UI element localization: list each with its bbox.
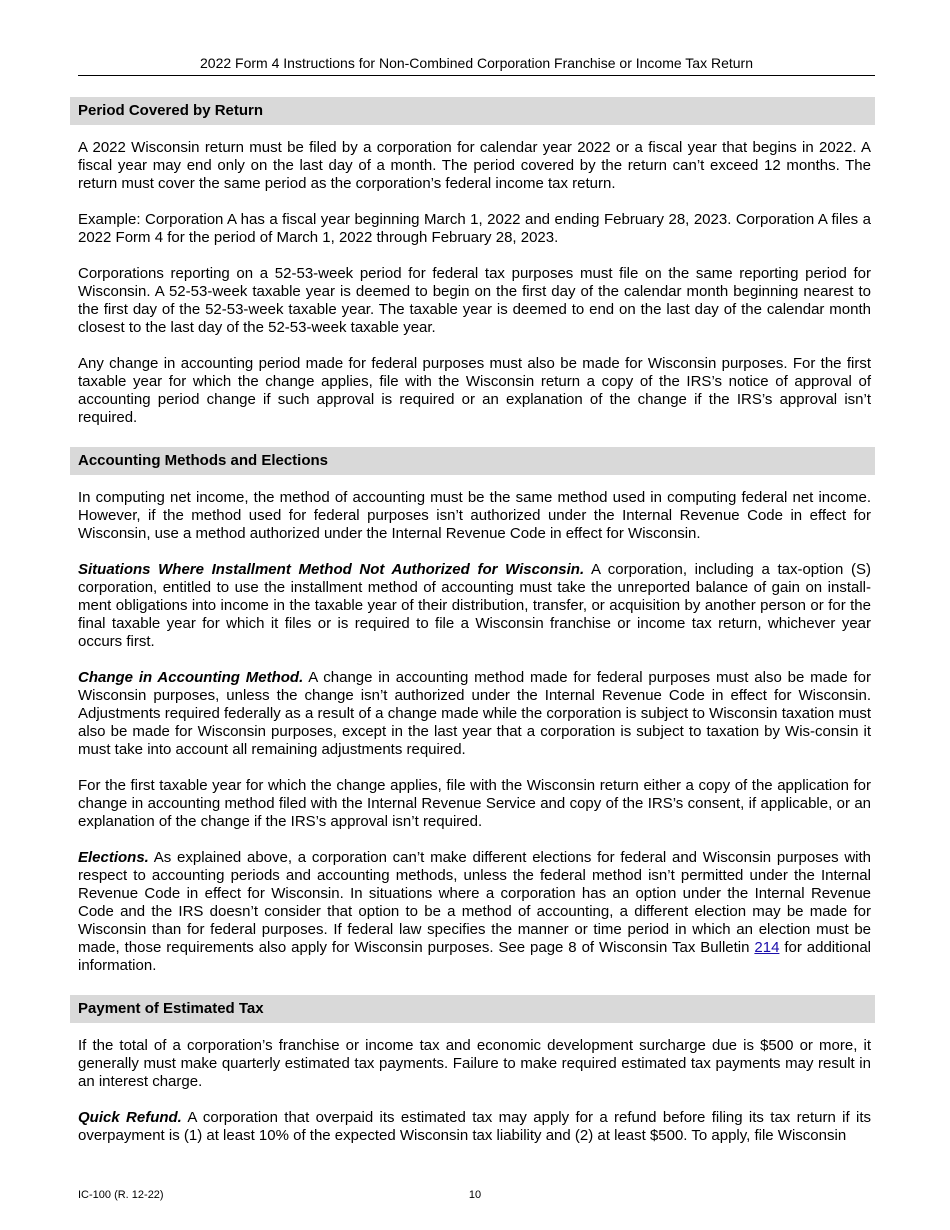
paragraph: [70, 849, 875, 975]
page-number: 10: [468, 1189, 482, 1201]
paragraph-lead: Elections.: [78, 849, 149, 866]
paragraph: [70, 561, 875, 651]
paragraph-text: As explained above, a corporation can’t make different elections for federal and Wisconsin purposes with respect to accounting periods and accounting methods, unless the federal method isn’t permitted under the Internal Revenue Code in effect for Wisconsin. In situations where a corporation has an option under the Internal Revenue Code and the IRS doesn’t consider that option to be a method of accounting, a different election may be made for Wisconsin than for federal purposes. If federal law specifies the manner or time period in which an election must be made, those requirements also apply for Wisconsin purposes. See page 8 of Wisconsin Tax Bulletin: [78, 849, 871, 956]
paragraph-lead: Change in Accounting Method.: [78, 669, 304, 686]
section-heading-period: Period Covered by Return: [70, 97, 875, 125]
paragraph: If the total of a corporation’s franchise or income tax and economic development surcharge due is $500 or more, it generally must make quarterly estimated tax payments. Failure to make required estimated tax payments may result in an interest charge.: [78, 1037, 871, 1090]
section-heading-accounting: Accounting Methods and Elections: [70, 447, 875, 475]
paragraph: In computing net income, the method of accounting must be the same method used in computing federal net income. However, if the method used for federal purposes isn’t authorized under the Internal Revenue Code in effect for Wisconsin, use a method authorized under the Internal Revenue Code in effect for Wisconsin.: [78, 489, 871, 542]
paragraph-lead: Quick Refund.: [78, 1109, 182, 1126]
paragraph: A 2022 Wisconsin return must be filed by a corporation for calendar year 2022 or a fiscal year that begins in 2022. A fiscal year may end only on the last day of a month. The period covered by the return can’t exceed 12 months. The return must cover the same period as the corporation’s federal income tax return.: [78, 139, 871, 192]
paragraph-text: A change in accounting method made for federal purposes must also be made for Wisconsin purposes, unless the change isn’t authorized under the Internal Revenue Code in effect for Wisconsin. Adjustments required federally as a result of a change made while the corporation is subject to Wisconsin taxation must also be made for Wisconsin purposes, except in the last year that a corporation is subject to taxation by Wis-consin it must take into account all remaining adjustments required.: [78, 669, 871, 758]
paragraph: Any change in accounting period made for federal purposes must also be made for Wisconsin purposes. For the first taxable year for which the change applies, file with the Wisconsin return a copy of the IRS’s notice of approval of accounting period change if such approval is required or an explanation of the change if the IRS’s approval isn’t required.: [78, 355, 871, 426]
paragraph: Corporations reporting on a 52-53-week period for federal tax purposes must file on the same reporting period for Wisconsin. A 52-53-week taxable year is deemed to begin on the first day of the calendar month beginning nearest to the first day of the 52-53-week taxable year. The taxable year is deemed to end on the last day of the calendar month closest to the last day of the 52-53-week taxable year.: [78, 265, 871, 336]
paragraph: Example: Corporation A has a fiscal year beginning March 1, 2022 and ending February 28, 2023. Corporation A files a 2022 Form 4 for the period of March 1, 2022 through February 28, 2023.: [78, 211, 871, 246]
paragraph: [70, 669, 875, 759]
section-heading-estimated-tax: Payment of Estimated Tax: [70, 995, 875, 1023]
page-header: 2022 Form 4 Instructions for Non-Combined Corporation Franchise or Income Tax Return: [78, 55, 875, 76]
paragraph: For the first taxable year for which the change applies, file with the Wisconsin return either a copy of the application for change in accounting method filed with the Internal Revenue Service and copy of the IRS’s consent, if applicable, or an explanation of the change if the IRS’s approval isn’t required.: [78, 777, 871, 830]
paragraph-text: A corporation, including a tax-option (S) corporation, entitled to use the installment method of accounting must take the unreported balance of gain on install-ment obligations into income in the taxable year of their distribution, transfer, or acquisition by another person or for the final taxable year for which it files or is required to file a Wisconsin franchise or income tax return, whichever year occurs first.: [78, 561, 871, 650]
document-body: [70, 97, 875, 1145]
paragraph-lead: Situations Where Installment Method Not Authorized for Wisconsin.: [78, 561, 585, 578]
paragraph: [70, 1109, 875, 1145]
paragraph-text: A corporation that overpaid its estimated tax may apply for a refund before filing its tax return if its overpayment is (1) at least 10% of the expected Wisconsin tax liability and (2) at least $500. To apply, file Wisconsin: [78, 1109, 871, 1144]
form-id: IC-100 (R. 12-22): [78, 1189, 164, 1201]
tax-bulletin-link[interactable]: 214: [754, 939, 780, 956]
paragraph-text: for additional information.: [78, 939, 871, 974]
